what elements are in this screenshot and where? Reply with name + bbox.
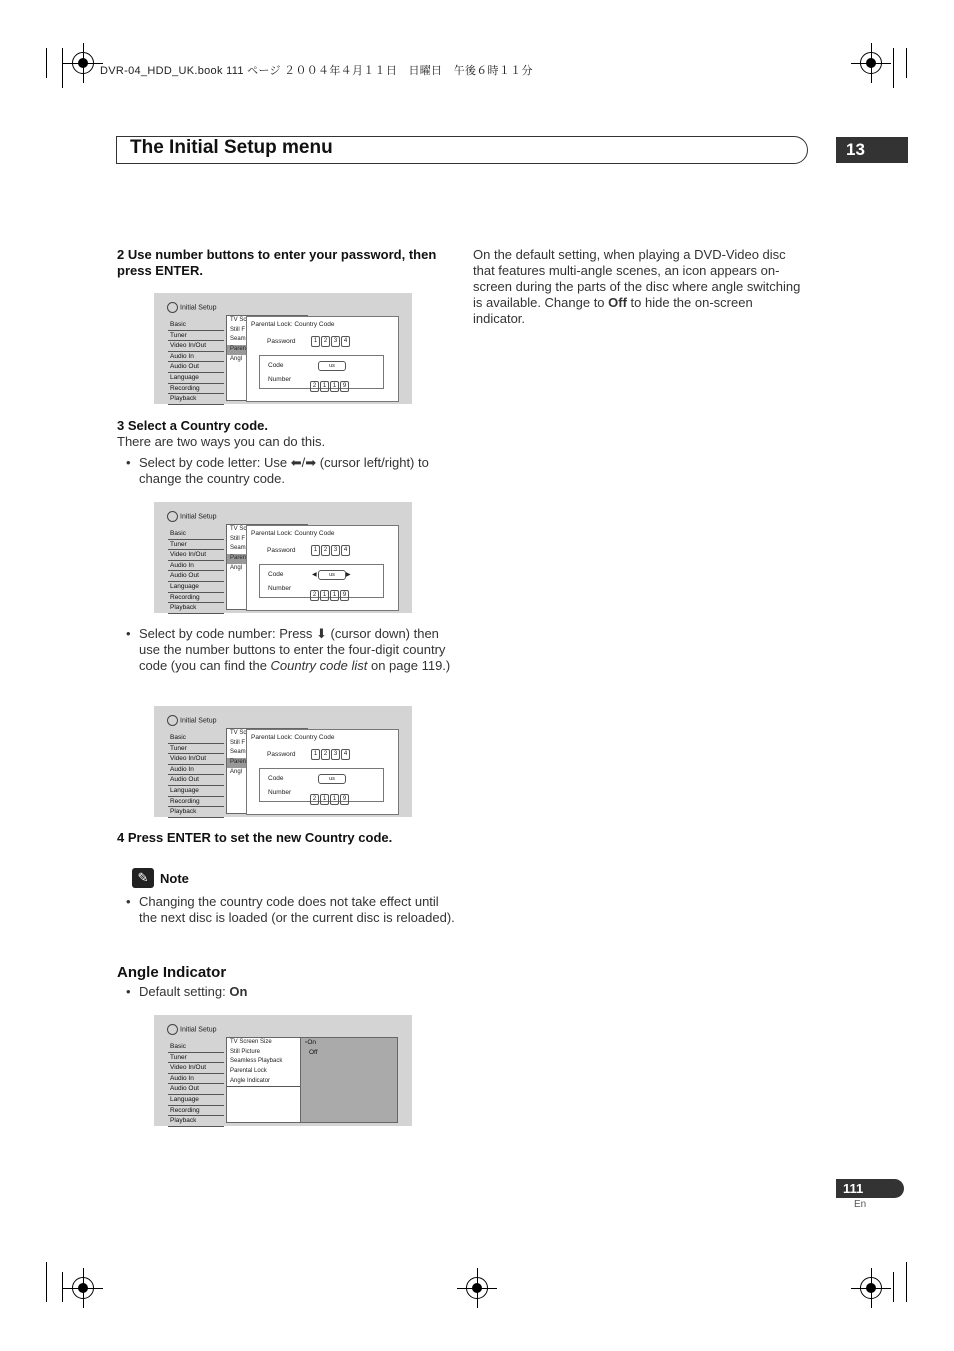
- disc-icon: [167, 715, 178, 726]
- crop-mark: [906, 48, 907, 78]
- screen-header: Initial Setup: [167, 715, 217, 726]
- default-setting: • Default setting: On: [126, 984, 248, 999]
- bullet-code-number: • Select by code number: Press ⬇ (cursor down) then use the number buttons to enter the four-digit country code (you can find the Country code list on page 119.): [126, 626, 451, 673]
- country-code-dialog: Parental Lock: Country Code Password 1 2 3 4 Code ◀ us ▶ Number 2 1 1 9: [246, 525, 399, 611]
- country-code-dialog: Parental Lock: Country Code Password 1 2 3 4 Code us Number 2 1 1 9: [246, 729, 399, 815]
- note-title: Note: [160, 871, 189, 886]
- setup-menu-list: Basic Tuner Video In/Out Audio In Audio Out Language Recording Playback: [168, 1042, 224, 1127]
- crop-mark: [46, 1262, 47, 1302]
- page-number: 111: [836, 1179, 904, 1198]
- playback-submenu: TV Sc Still F Seam Paren Angl: [226, 728, 308, 814]
- registration-mark-icon: [860, 52, 882, 74]
- country-code-dialog: Parental Lock: Country Code Password 1 2 3 4 Code us Number 2 1 1 9: [246, 316, 399, 402]
- crop-mark: [62, 48, 63, 88]
- language-code: En: [854, 1199, 867, 1210]
- angle-options: ▫On Off: [300, 1037, 398, 1123]
- pencil-icon: ✎: [132, 868, 154, 888]
- arrow-left-icon: ◀: [312, 572, 317, 578]
- registration-mark-icon: [466, 1277, 488, 1299]
- playback-submenu: TV Screen Size Still Picture Seamless Playback Parental Lock Angle Indicator: [226, 1037, 302, 1123]
- setup-screen-angle-indicator: [154, 1015, 412, 1126]
- disc-icon: [167, 302, 178, 313]
- bullet-code-letter: • Select by code letter: Use ⬅/➡ (cursor left/right) to change the country code.: [126, 455, 429, 486]
- book-info-line: DVR-04_HDD_UK.book 111 ページ ２００４年４月１１日 日曜日 午後６時１１分: [100, 65, 533, 77]
- crop-mark: [893, 48, 894, 88]
- step-3-heading: 3 Select a Country code.: [117, 418, 268, 433]
- angle-indicator-heading: Angle Indicator: [117, 964, 227, 981]
- screen-header: Initial Setup: [167, 511, 217, 522]
- screen-header: Initial Setup: [167, 302, 217, 313]
- chapter-number: 13: [836, 137, 908, 163]
- setup-screen-password: [154, 293, 412, 404]
- disc-icon: [167, 1024, 178, 1035]
- disc-icon: [167, 511, 178, 522]
- setup-menu-list: Basic Tuner Video In/Out Audio In Audio Out Language Recording Playback: [168, 733, 224, 818]
- selected-marker-icon: ▫: [305, 1039, 308, 1046]
- crop-mark: [46, 48, 47, 78]
- registration-mark-icon: [72, 52, 94, 74]
- angle-description: On the default setting, when playing a DVD-Video disc that features multi-angle scenes, an icon appears on-screen during the parts of the disc where angle switching is available. Change to Off to hide the on-screen indicator.: [473, 247, 801, 326]
- playback-submenu: TV Sc Still F Seam Paren Angl: [226, 524, 308, 610]
- page-title: The Initial Setup menu: [130, 137, 333, 158]
- registration-mark-icon: [860, 1277, 882, 1299]
- step-2-heading: 2 Use number buttons to enter your password, then press ENTER.: [117, 247, 437, 278]
- note-text: • Changing the country code does not take effect until the next disc is loaded (or the current disc is reloaded).: [126, 894, 455, 925]
- playback-submenu: TV Sc Still F Seam Paren Angl: [226, 315, 308, 401]
- setup-menu-list: Basic Tuner Video In/Out Audio In Audio Out Language Recording Playback: [168, 529, 224, 614]
- crop-mark: [893, 1272, 894, 1302]
- setup-screen-code-number: [154, 706, 412, 817]
- screen-header: Initial Setup: [167, 1024, 217, 1035]
- step-3-body: There are two ways you can do this.: [117, 434, 326, 449]
- step-4-heading: 4 Press ENTER to set the new Country code.: [117, 830, 393, 845]
- setup-screen-code-letter: [154, 502, 412, 613]
- registration-mark-icon: [72, 1277, 94, 1299]
- setup-menu-list: Basic Tuner Video In/Out Audio In Audio Out Language Recording Playback: [168, 320, 224, 405]
- arrow-right-icon: ▶: [346, 572, 351, 578]
- crop-mark: [906, 1262, 907, 1302]
